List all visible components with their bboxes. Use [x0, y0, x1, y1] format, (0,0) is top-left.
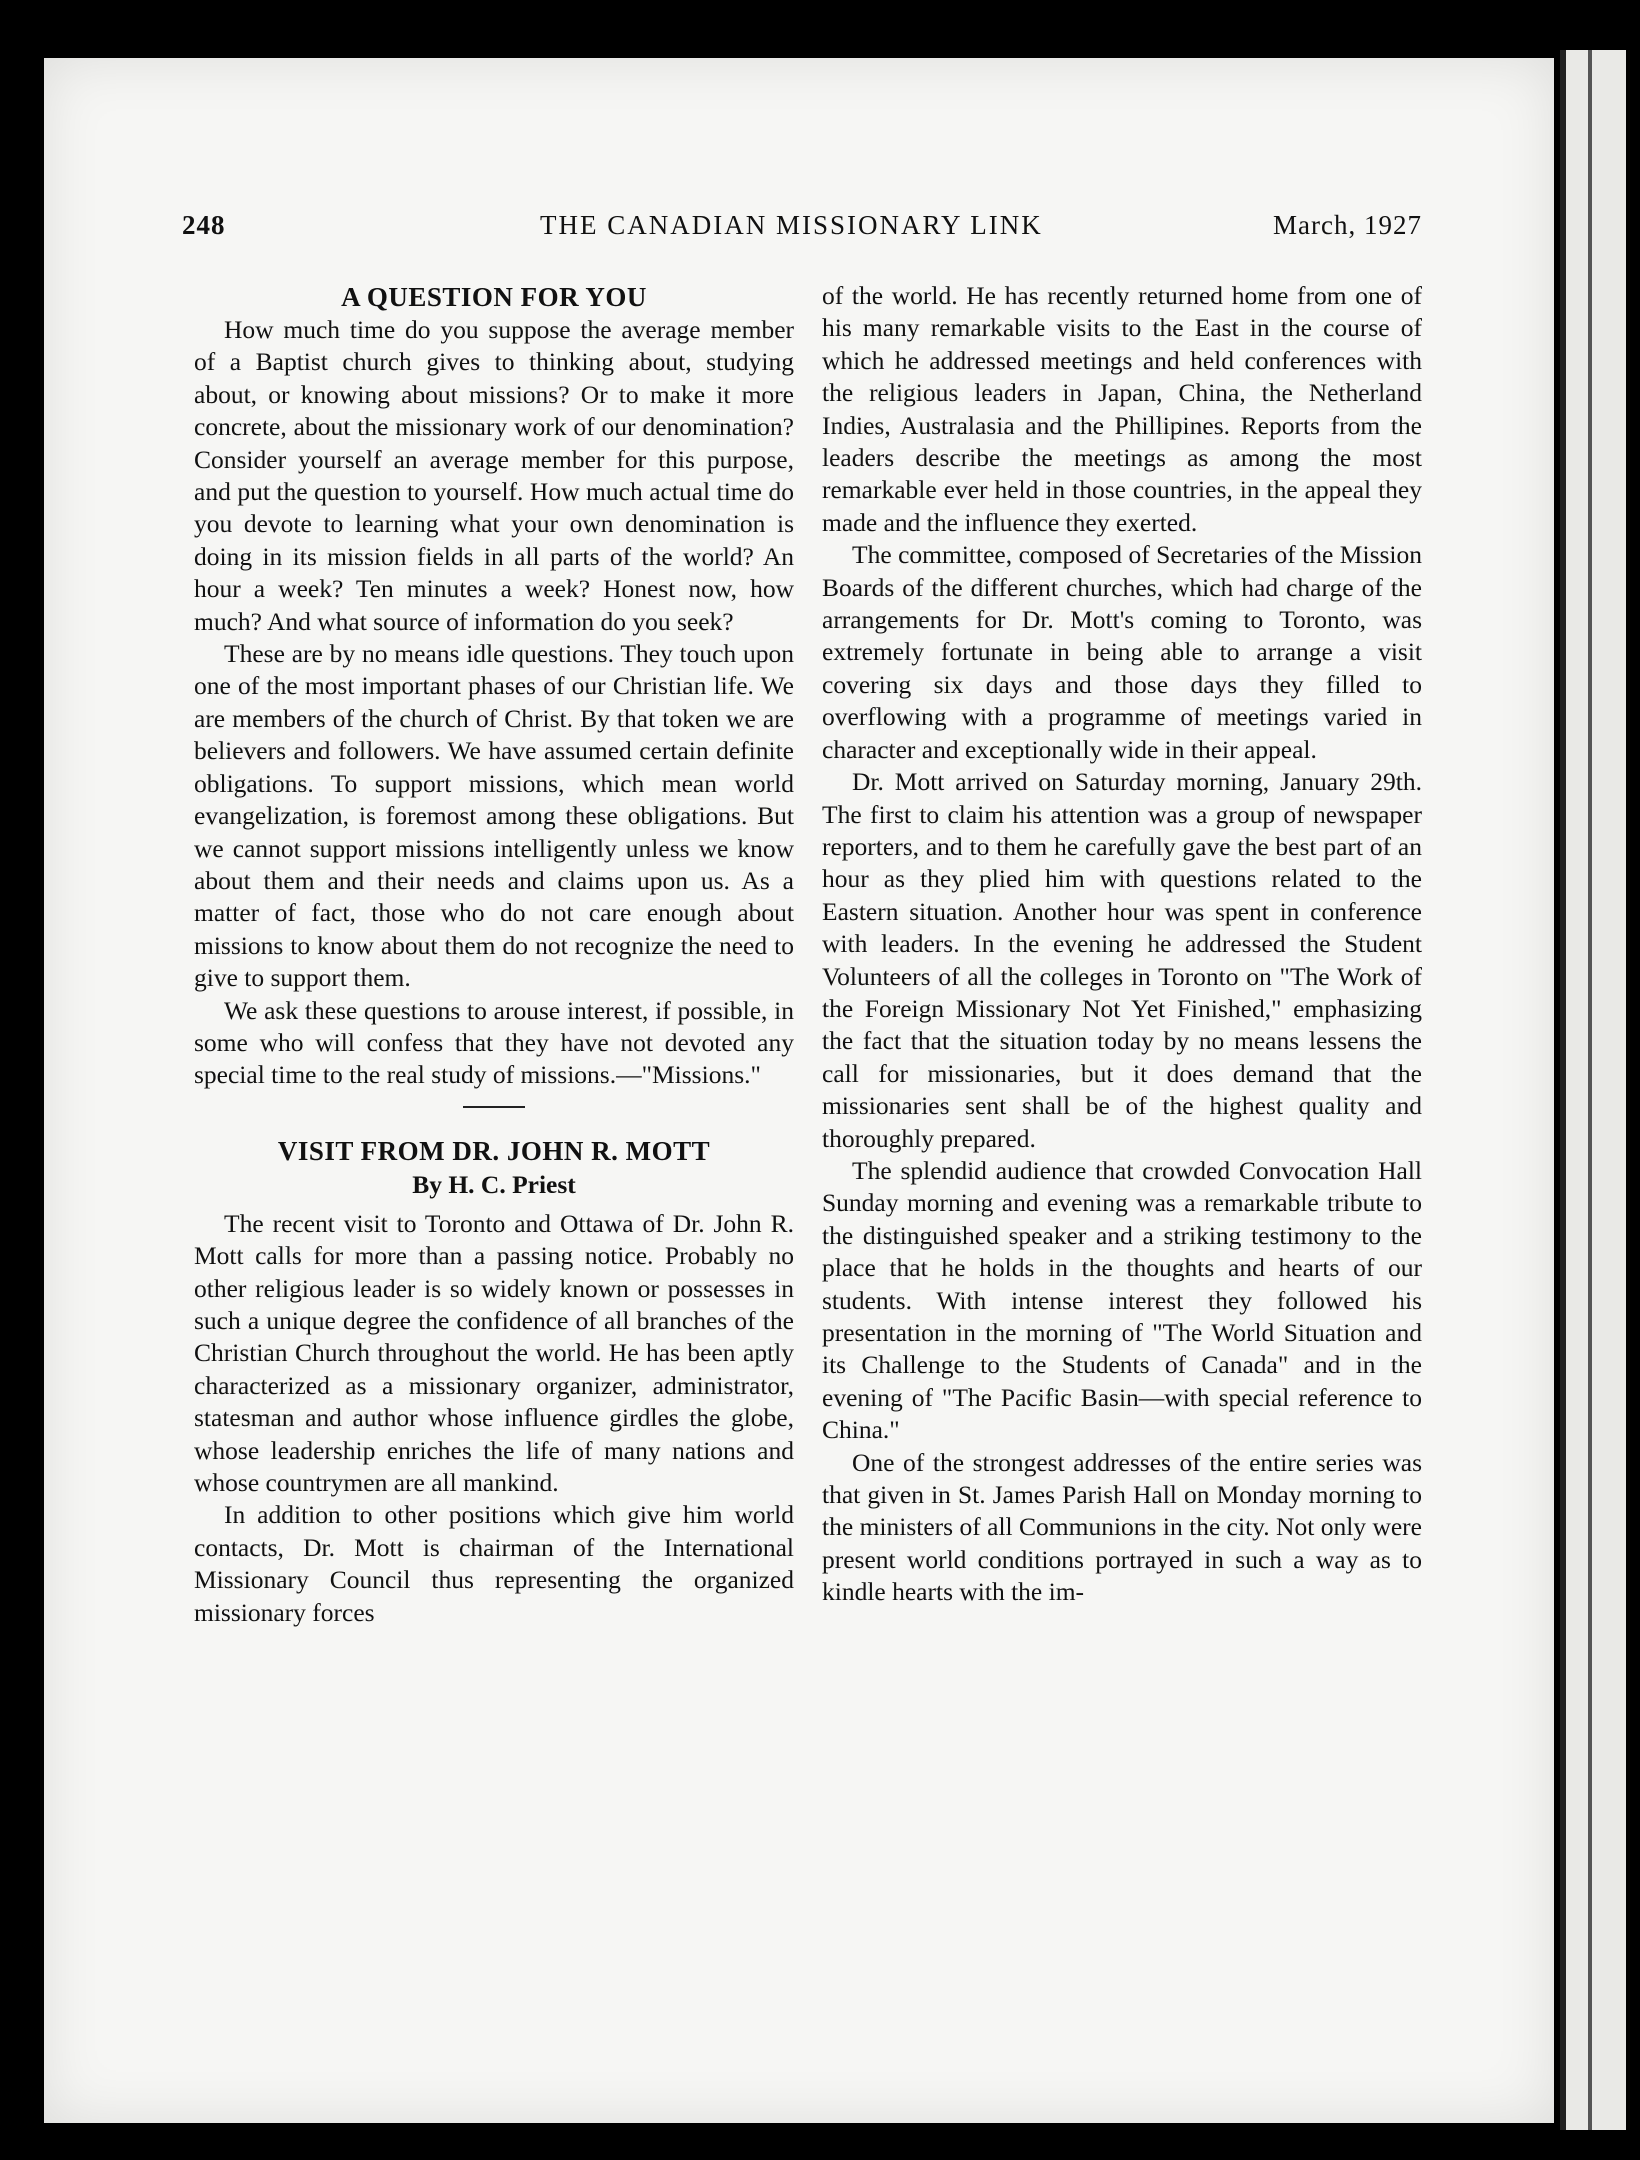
paragraph: The committee, composed of Secretaries of the Mission Boards of the different churches, which had charge of the arrangements for Dr. Mott's coming to Toronto, was extremely fortunate in being able to arrange a visit covering six days and those days they filled to overflowing with a programme of meetings varied in character and exceptionally wide in their appeal.: [822, 540, 1422, 764]
left-column: [194, 280, 794, 1629]
paragraph: One of the strongest addresses of the entire series was that given in St. James Parish Hall on Monday morning to the ministers of all Communions in the city. Not only were present world conditions portrayed in such a way as to kindle hearts with the im-: [822, 1447, 1422, 1607]
page-number: 248: [182, 210, 226, 240]
article-title-question: A QUESTION FOR YOU: [341, 282, 647, 312]
paragraph: In addition to other positions which give him world contacts, Dr. Mott is chairman of the International Missionary Council thus representing the organized missionary forces: [194, 1500, 794, 1627]
byline: By H. C. Priest: [412, 1169, 576, 1199]
paragraph: Dr. Mott arrived on Saturday morning, January 29th. The first to claim his attention was a group of newspaper reporters, and to them he carefully gave the best part of an hour as they plied him with questions related to the Eastern situation. Another hour was spent in conference with leaders. In the evening he addressed the Student Volunteers of all the colleges in Toronto on "The Work of the Foreign Missionary Not Yet Finished," emphasizing the fact that the situation today by no means lessens the call for missionaries, but it does demand that the missionaries sent shall be of the highest quality and thoroughly prepared.: [822, 767, 1422, 1153]
adjacent-page-edge: [1560, 50, 1626, 2130]
paragraph: How much time do you suppose the average member of a Baptist church gives to thinking about, studying about, or knowing about missions? Or to make it more concrete, about the missionary work of our denomination? Consider yourself an average member for this purpose, and put the question to yourself. How much actual time do you devote to learning what your own denomination is doing in its mission fields in all parts of the world? An hour a week? Ten minutes a week? Honest now, how much? And what source of information do you seek?: [194, 315, 794, 636]
paragraph-continuation: of the world. He has recently returned home from one of his many remarkable visits to the East in the course of which he addressed meetings and held conferences with the religious leaders in Japan, China, the Netherland Indies, Australasia and the Phillipines. Reports from the leaders describe the meetings as among the most remarkable ever held in those countries, in the appeal they made and the influence they exerted.: [822, 281, 1422, 537]
issue-date: March, 1927: [1273, 210, 1422, 240]
paragraph: These are by no means idle questions. They touch upon one of the most important phases of our Christian life. We are members of the church of Christ. By that token we are believers and followers. We have assumed certain definite obligations. To support missions, which mean world evangelization, is foremost among these obligations. But we cannot support missions intelligently unless we know about them and their needs and claims upon us. As a matter of fact, those who do not care enough about missions to know about them do not recognize the need to give to support them.: [194, 639, 794, 993]
journal-title: THE CANADIAN MISSIONARY LINK: [540, 210, 1043, 240]
right-column: [822, 280, 1422, 1609]
section-divider: [463, 1106, 525, 1108]
paragraph: The recent visit to Toronto and Ottawa of Dr. John R. Mott calls for more than a passing notice. Probably no other religious leader is so widely known or possesses in such a unique degree the confidence of all branches of the Christian Church throughout the world. He has been aptly characterized as a missionary organizer, administrator, statesman and author whose influence girdles the globe, whose leadership enriches the life of many nations and whose countrymen are all mankind.: [194, 1208, 794, 1497]
page-header: [182, 210, 1422, 250]
paragraph: The splendid audience that crowded Convocation Hall Sunday morning and evening was a remarkable tribute to the distinguished speaker and a striking testimony to the place that he holds in the thoughts and hearts of our students. With intense interest they followed his presentation in the morning of "The World Situation and its Challenge to the Students of Canada" and in the evening of "The Pacific Basin—with special reference to China.": [822, 1155, 1422, 1445]
paragraph: We ask these questions to arouse interest, if possible, in some who will confess that they have not devoted any special time to the real study of missions.—"Missions.": [194, 995, 794, 1090]
article-title-mott: VISIT FROM DR. JOHN R. MOTT: [277, 1135, 711, 1166]
